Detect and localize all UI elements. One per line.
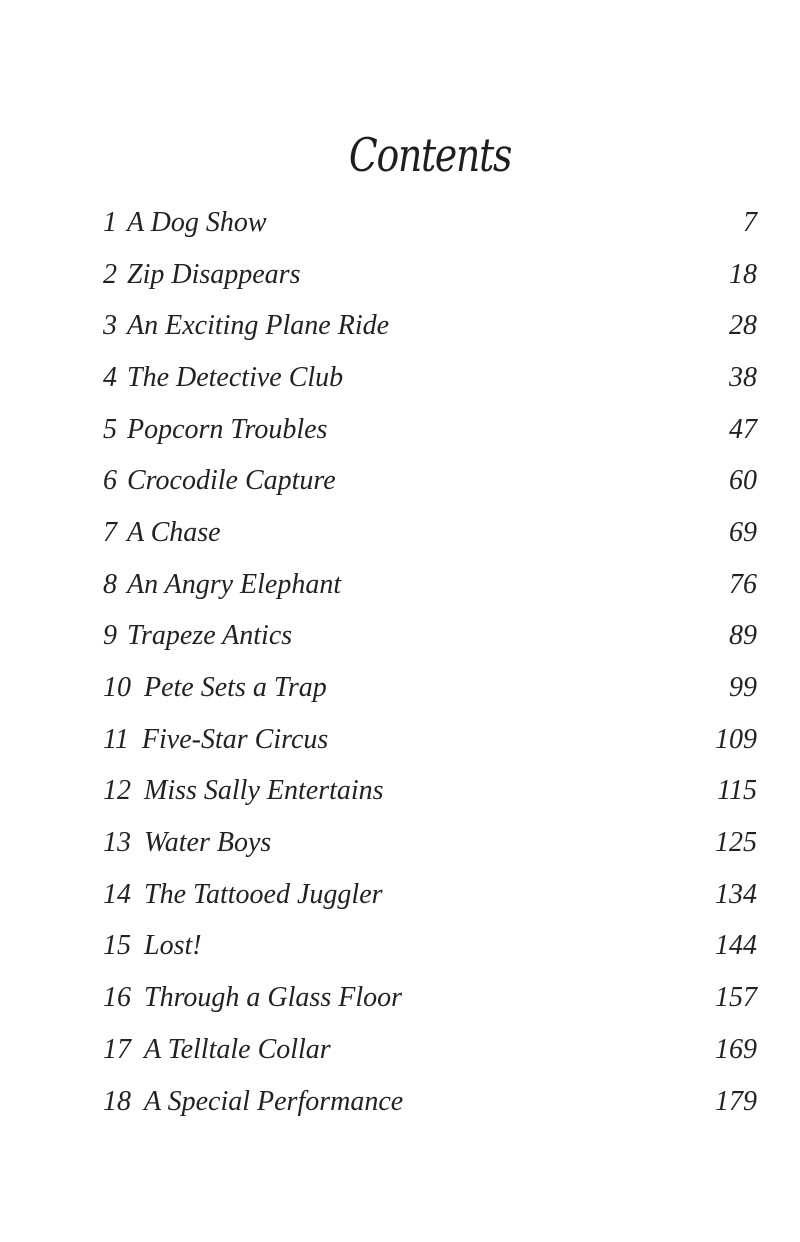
toc-entry [103, 197, 757, 249]
chapter-page-number: 134 [715, 878, 757, 910]
toc-entry-label [103, 930, 202, 962]
chapter-page-number: 76 [729, 568, 757, 600]
chapter-title: Popcorn Troubles [127, 413, 328, 445]
toc-entry-label [103, 1086, 403, 1118]
chapter-number: 16 [103, 982, 131, 1014]
toc-entry-label [103, 724, 328, 756]
toc-entry-label [103, 465, 336, 497]
toc-entry-label [103, 620, 292, 652]
toc-entry-label [103, 827, 271, 859]
chapter-page-number: 169 [715, 1033, 757, 1065]
chapter-number: 14 [103, 878, 131, 910]
chapter-page-number: 115 [717, 775, 757, 807]
toc-entry-label [103, 362, 343, 394]
chapter-title: The Detective Club [127, 361, 344, 393]
toc-entry-label [103, 569, 341, 601]
chapter-number: 10 [103, 672, 131, 704]
chapter-title: A Special Performance [144, 1085, 404, 1117]
chapter-number: 9 [103, 620, 117, 652]
chapter-title: Five-Star Circus [141, 723, 329, 755]
chapter-title: Pete Sets a Trap [144, 672, 327, 704]
chapter-page-number: 109 [715, 723, 757, 755]
chapter-number: 1 [103, 206, 117, 238]
toc-entry [103, 1076, 757, 1128]
chapter-page-number: 157 [715, 982, 757, 1014]
toc-entry-label [103, 414, 327, 446]
toc-entry [103, 714, 757, 766]
chapter-title: An Exciting Plane Ride [127, 310, 390, 342]
chapter-title: Crocodile Capture [127, 465, 336, 497]
chapter-page-number: 18 [729, 258, 757, 290]
chapter-page-number: 28 [729, 310, 757, 342]
toc-entry [103, 507, 757, 559]
chapter-title: A Dog Show [127, 206, 267, 238]
chapter-page-number: 38 [729, 361, 757, 393]
toc-entry-label [103, 672, 327, 704]
chapter-page-number: 60 [729, 465, 757, 497]
chapter-title: An Angry Elephant [127, 568, 342, 600]
toc-entry-label [103, 517, 221, 549]
toc-entry-label [103, 207, 267, 239]
chapter-number: 18 [103, 1085, 131, 1117]
toc-entry [103, 662, 757, 714]
chapter-page-number: 99 [729, 672, 757, 704]
chapter-page-number: 144 [715, 930, 757, 962]
toc-entry [103, 455, 757, 507]
toc-entry [103, 869, 757, 921]
toc-entry [103, 300, 757, 352]
chapter-number: 7 [103, 516, 117, 548]
toc-entry [103, 921, 757, 973]
toc-entry-label [103, 1034, 331, 1066]
chapter-page-number: 179 [715, 1085, 757, 1117]
chapter-title: Lost! [144, 930, 202, 962]
chapter-title: A Telltale Collar [144, 1033, 331, 1065]
chapter-number: 2 [103, 258, 117, 290]
chapter-title: A Chase [127, 516, 221, 548]
chapter-title: The Tattooed Juggler [144, 878, 383, 910]
toc-entry [103, 1024, 757, 1076]
toc-entry-label [103, 259, 300, 291]
chapter-page-number: 47 [729, 413, 757, 445]
chapter-number: 5 [103, 413, 117, 445]
chapter-number: 6 [103, 465, 117, 497]
toc-entry-label [103, 982, 402, 1014]
chapter-number: 8 [103, 568, 117, 600]
toc-entry-label [103, 310, 389, 342]
chapter-title: Miss Sally Entertains [144, 775, 384, 807]
toc-entry [103, 766, 757, 818]
chapter-number: 15 [103, 930, 131, 962]
toc-entry-label [103, 879, 383, 911]
chapter-number: 4 [103, 361, 117, 393]
toc-entry [103, 352, 757, 404]
toc-entry [103, 559, 757, 611]
chapter-page-number: 125 [715, 827, 757, 859]
chapter-title: Zip Disappears [127, 258, 301, 290]
chapter-page-number: 89 [729, 620, 757, 652]
chapter-page-number: 69 [729, 516, 757, 548]
chapter-number: 13 [103, 827, 131, 859]
toc-entry-label [103, 775, 384, 807]
chapter-title: Water Boys [144, 827, 272, 859]
toc-entry [103, 611, 757, 663]
toc-entry [103, 972, 757, 1024]
contents-heading: Contents [348, 128, 512, 182]
chapter-number: 3 [103, 310, 117, 342]
toc-entry [103, 249, 757, 301]
chapter-number: 11 [103, 723, 129, 755]
chapter-title: Through a Glass Floor [144, 982, 403, 1014]
chapter-number: 17 [103, 1033, 131, 1065]
table-of-contents [103, 197, 757, 1127]
chapter-title: Trapeze Antics [127, 620, 293, 652]
chapter-page-number: 7 [743, 206, 757, 238]
toc-entry [103, 817, 757, 869]
toc-entry [103, 404, 757, 456]
chapter-number: 12 [103, 775, 131, 807]
